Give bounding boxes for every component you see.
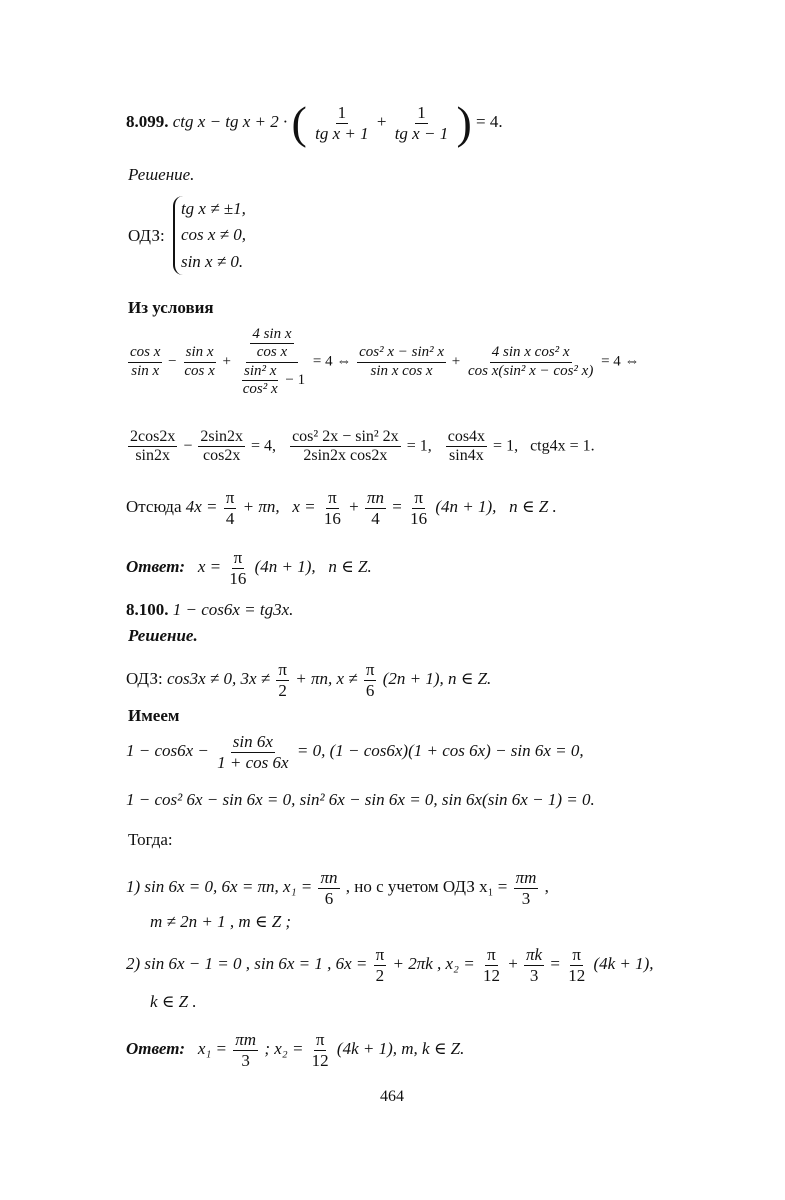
page-number: 464 <box>380 1088 404 1105</box>
have-line-2: 1 − cos² 6x − sin 6x = 0, sin² 6x − sin 6x = 0, sin 6x(sin 6x − 1) = 0. <box>126 790 595 809</box>
have-line-1: 1 − cos6x − $\frac{\sin 6x}{1 + \cos 6x}$ = 0, (1 − cos6x)(1 + cos 6x) − sin 6x = 0, <box>126 732 584 772</box>
fraction: $\frac{1}{\text{tg x + 1}}$ <box>315 102 369 143</box>
nested-fraction: $\frac{\text{4 sin x}}{\text{cos x}}$ $\frac{\text{sin² x}}{\text{cos² x}}$ − 1 <box>242 326 306 397</box>
case-1-condition: m ≠ 2n + 1 , m ∈ Z ; <box>150 912 292 931</box>
fraction: $\frac{1}{\text{tg x − 1}}$ <box>394 102 449 143</box>
answer-8099: Ответ: x = $\frac{\pi}{16}$ (4n + 1), n ∈ Z. <box>126 548 372 588</box>
hence-line: Отсюда 4x = $\frac{\pi}{4}$ + πn, x = $\frac{\pi}{16}$ + $\frac{\pi n}{4}$ = $\frac{\pi}{16}$ (4n + 1), n ∈ Z . <box>126 488 557 528</box>
case-2-condition: k ∈ Z . <box>150 992 197 1011</box>
condition-line: $\frac{\text{cos x}}{\text{sin x}}$ − $\frac{\text{sin x}}{\text{cos x}}$ + $\frac{\text{4 sin x}}{\text{cos x}}$ $\frac{\text{sin² x}}{\text{cos² x}}$ − 1 = 4 ⇔ $\frac{\text{cos² x − sin² x}}{\text{sin x cos x}}$ + $\frac{\text{4 sin x cos² x}}{\text{cos x(sin² x − cos² x)}}$ = 4 ⇔ <box>130 326 640 397</box>
simplification-line: $\frac{2\cos 2x}{\sin 2x}$ − $\frac{2\sin 2x}{\cos 2x}$ = 4, $\frac{\text{cos² 2x − sin² 2x}}{\text{2sin2x cos2x}}$ = 1, $\frac{\cos 4x}{\sin 4x}$ = 1, ctg4x = 1. <box>130 428 595 465</box>
answer-8100: Ответ: x₁ = $\frac{\pi m}{3}$ ; x₂ = $\frac{\pi}{12}$ (4k + 1), m, k ∈ Z. <box>126 1030 465 1070</box>
problem-8100-equation: 8.100. 1 − cos6x = tg3x. <box>126 600 294 619</box>
solution-label: Решение. <box>128 165 195 184</box>
case-2: 2) sin 6x − 1 = 0 , sin 6x = 1 , 6x = $\frac{\pi}{2}$ + 2πk , x₂ = $\frac{\pi}{12}$ + $\frac{\pi k}{3}$ = $\frac{\pi}{12}$ (4k + 1), <box>126 945 654 985</box>
have-label: Имеем <box>128 706 180 725</box>
problem-8099-equation: 8.099. ctg x − tg x + 2 · ( $\frac{1}{\text{tg x + 1}}$ + $\frac{1}{\text{tg x − 1}}$ ) = 4. <box>126 97 503 148</box>
then-label: Тогда: <box>128 830 173 849</box>
solution-label: Решение. <box>128 626 198 645</box>
problem-number: 8.099. <box>126 111 169 131</box>
case-1: 1) sin 6x = 0, 6x = πn, x₁ = $\frac{\pi n}{6}$ , но с учетом ОДЗ x₁ = $\frac{\pi m}{3}$ , <box>126 868 549 908</box>
odz-8100: ОДЗ: cos3x ≠ 0, 3x ≠ $\frac{\pi}{2}$ + πn, x ≠ $\frac{\pi}{6}$ (2n + 1), n ∈ Z. <box>126 660 492 700</box>
odz-system: ОДЗ: tg x ≠ ±1, cos x ≠ 0, sin x ≠ 0. <box>128 196 246 275</box>
from-condition-label: Из условия <box>128 298 214 317</box>
problem-number: 8.100. <box>126 600 169 619</box>
